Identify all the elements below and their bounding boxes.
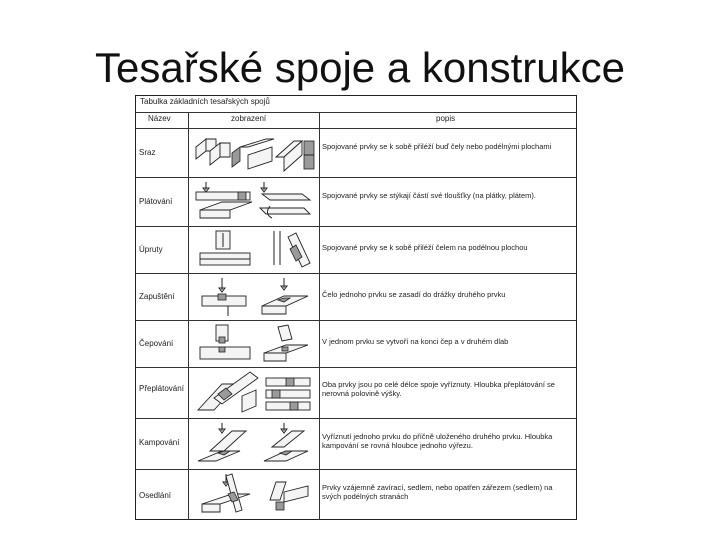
row-name-kampovani: Kampování (139, 438, 180, 447)
row-description-preplatovani: Oba prvky jsou po celé délce spoje vyříznuty. Hloubka přeplátování se nerovná polovině výšky. (322, 380, 555, 398)
row-description-sraz: Spojované prvky se k sobě přiléží buď čely nebo podélnými plochami (322, 142, 552, 151)
zapusteni-joint-drawing (192, 276, 316, 318)
joints-table (135, 95, 577, 520)
slide-title: Tesařské spoje a konstrukce (95, 44, 625, 91)
row-description-kampovani: Vyříznutí jednoho prvku do příčně uloženého druhého prvku. Hloubka kampování se rovná hloubce jednoho výřezu. (322, 432, 553, 450)
osedlani-joint-drawing (192, 472, 316, 518)
grid-line (136, 418, 576, 419)
row-description-zapusteni: Čelo jednoho prvku se zasadí do drážky druhého prvku (322, 290, 506, 299)
row-name-cepovani: Čepování (139, 339, 174, 348)
cepovani-joint-drawing (192, 323, 316, 365)
row-description-cepovani: V jednom prvku se vytvoří na konci čep a v druhém dlab (322, 337, 509, 346)
grid-line (136, 320, 576, 321)
row-description-upruty: Spojované prvky se k sobě přiléží čelem na podélnou plochou (322, 243, 528, 252)
grid-line (136, 367, 576, 368)
row-name-zapusteni: Zapuštění (139, 292, 175, 301)
grid-line (136, 273, 576, 274)
sraz-joint-drawing (192, 131, 316, 175)
column-header-drawing: zobrazení (231, 114, 267, 123)
grid-line (136, 226, 576, 227)
row-name-osedlani: Osedlání (139, 491, 172, 500)
grid-line (188, 112, 189, 520)
row-name-sraz: Sraz (139, 148, 156, 157)
column-header-description: popis (436, 114, 456, 123)
row-name-platovani: Plátování (139, 197, 173, 206)
grid-line (136, 469, 576, 470)
row-name-preplatovani: Přeplátování (139, 384, 184, 393)
row-description-osedlani: Prvky vzájemně zavírací, sedlem, nebo opatřen zářezem (sedlem) na svých podélných stranách (322, 483, 553, 501)
grid-line (136, 177, 576, 178)
grid-line (136, 128, 576, 129)
grid-line (319, 112, 320, 520)
platovani-joint-drawing (192, 180, 316, 224)
upruty-joint-drawing (192, 229, 316, 271)
grid-line (136, 112, 576, 113)
preplatovani-joint-drawing (192, 370, 316, 416)
column-header-name: Název (148, 114, 171, 123)
kampovani-joint-drawing (192, 421, 316, 467)
row-name-upruty: Úpruty (139, 245, 163, 254)
table-caption: Tabulka základních tesařských spojů (140, 97, 270, 106)
row-description-platovani: Spojované prvky se stýkají částí své tloušťky (na plátky, plátem). (322, 191, 537, 200)
